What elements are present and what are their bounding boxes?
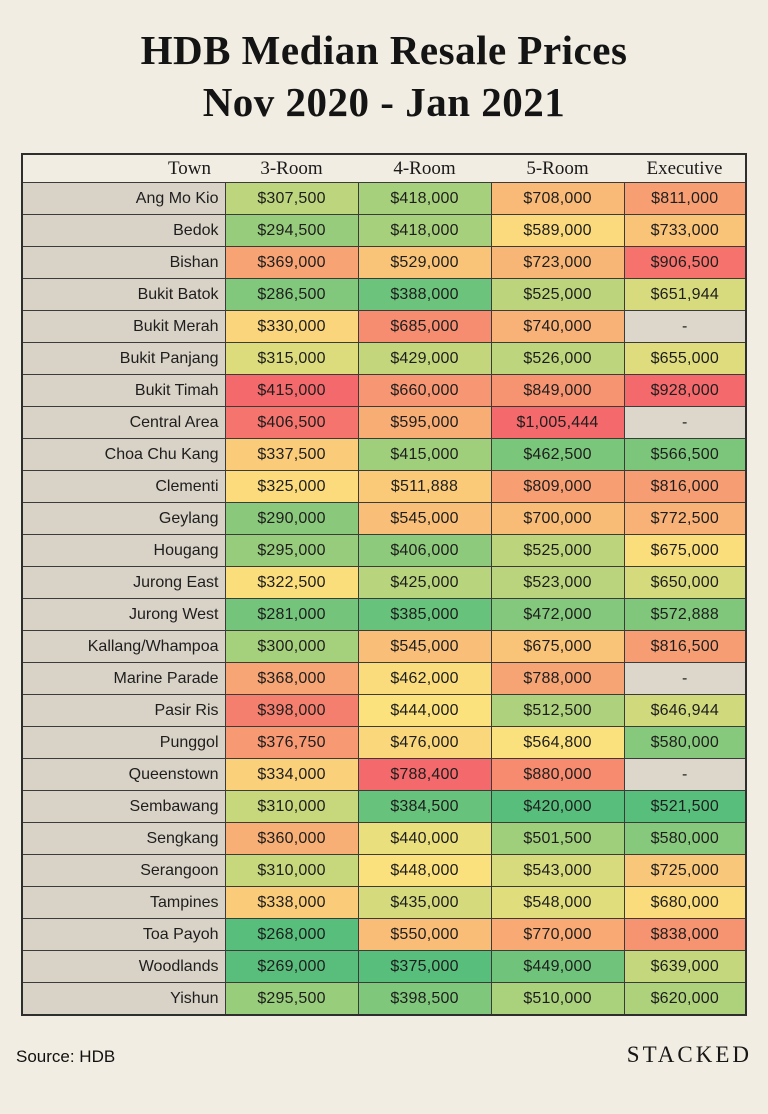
price-cell: $928,000 [624, 375, 746, 407]
table-row [22, 983, 746, 1015]
town-cell: Hougang [22, 535, 225, 567]
column-header-executive: Executive [624, 154, 746, 183]
table-row [22, 311, 746, 343]
price-cell: $788,400 [358, 759, 491, 791]
price-cell: $295,500 [225, 983, 358, 1015]
table-row [22, 951, 746, 983]
town-cell: Ang Mo Kio [22, 183, 225, 215]
price-cell: $444,000 [358, 695, 491, 727]
price-cell: $415,000 [225, 375, 358, 407]
price-cell: $415,000 [358, 439, 491, 471]
table-row [22, 791, 746, 823]
town-cell: Woodlands [22, 951, 225, 983]
price-cell: $620,000 [624, 983, 746, 1015]
town-cell: Bedok [22, 215, 225, 247]
table-row [22, 183, 746, 215]
header-row [22, 154, 746, 183]
price-cell: $1,005,444 [491, 407, 624, 439]
price-cell: $685,000 [358, 311, 491, 343]
town-cell: Toa Payoh [22, 919, 225, 951]
price-cell: $511,888 [358, 471, 491, 503]
price-cell: $435,000 [358, 887, 491, 919]
town-cell: Marine Parade [22, 663, 225, 695]
town-cell: Serangoon [22, 855, 225, 887]
column-header-5-room: 5-Room [491, 154, 624, 183]
price-cell: $462,000 [358, 663, 491, 695]
price-cell: $816,500 [624, 631, 746, 663]
price-cell: $406,000 [358, 535, 491, 567]
table-row [22, 247, 746, 279]
price-cell: $595,000 [358, 407, 491, 439]
town-cell: Bukit Merah [22, 311, 225, 343]
town-cell: Queenstown [22, 759, 225, 791]
price-cell: $360,000 [225, 823, 358, 855]
price-cell: $448,000 [358, 855, 491, 887]
town-cell: Clementi [22, 471, 225, 503]
table-row [22, 439, 746, 471]
price-cell: $545,000 [358, 503, 491, 535]
table-row [22, 599, 746, 631]
footer [16, 1042, 752, 1068]
brand-logo: STACKED [626, 1041, 752, 1067]
price-table [21, 153, 747, 1016]
price-cell: $281,000 [225, 599, 358, 631]
price-cell: $723,000 [491, 247, 624, 279]
price-cell: $375,000 [358, 951, 491, 983]
table-row [22, 887, 746, 919]
price-cell: $376,750 [225, 727, 358, 759]
price-cell: $543,000 [491, 855, 624, 887]
price-cell: $655,000 [624, 343, 746, 375]
price-cell: $325,000 [225, 471, 358, 503]
table-row [22, 535, 746, 567]
price-cell: $700,000 [491, 503, 624, 535]
table-row [22, 471, 746, 503]
price-cell: $334,000 [225, 759, 358, 791]
title-line-1: HDB Median Resale Prices [140, 27, 628, 73]
price-cell: $384,500 [358, 791, 491, 823]
price-cell: $294,500 [225, 215, 358, 247]
title-line-2: Nov 2020 - Jan 2021 [202, 79, 566, 126]
town-cell: Tampines [22, 887, 225, 919]
price-cell: $788,000 [491, 663, 624, 695]
town-cell: Yishun [22, 983, 225, 1015]
table-row [22, 695, 746, 727]
price-cell: $406,500 [225, 407, 358, 439]
price-cell: $388,000 [358, 279, 491, 311]
price-cell: $708,000 [491, 183, 624, 215]
table-row [22, 407, 746, 439]
table-row [22, 567, 746, 599]
town-cell: Bukit Batok [22, 279, 225, 311]
missing-value-cell: - [624, 663, 746, 695]
price-cell: $368,000 [225, 663, 358, 695]
price-cell: $580,000 [624, 727, 746, 759]
price-cell: $838,000 [624, 919, 746, 951]
price-cell: $521,500 [624, 791, 746, 823]
price-cell: $300,000 [225, 631, 358, 663]
table-row [22, 503, 746, 535]
price-cell: $315,000 [225, 343, 358, 375]
price-cell: $476,000 [358, 727, 491, 759]
price-cell: $725,000 [624, 855, 746, 887]
price-cell: $449,000 [491, 951, 624, 983]
price-cell: $330,000 [225, 311, 358, 343]
price-cell: $526,000 [491, 343, 624, 375]
table-body [22, 183, 746, 1015]
price-cell: $398,000 [225, 695, 358, 727]
price-cell: $545,000 [358, 631, 491, 663]
price-cell: $418,000 [358, 183, 491, 215]
price-cell: $525,000 [491, 279, 624, 311]
table-row [22, 663, 746, 695]
price-cell: $675,000 [624, 535, 746, 567]
table-header [22, 154, 746, 183]
column-header-4-room: 4-Room [358, 154, 491, 183]
price-cell: $550,000 [358, 919, 491, 951]
table-row [22, 631, 746, 663]
price-cell: $322,500 [225, 567, 358, 599]
price-cell: $680,000 [624, 887, 746, 919]
price-cell: $310,000 [225, 791, 358, 823]
price-cell: $740,000 [491, 311, 624, 343]
table-row [22, 215, 746, 247]
price-cell: $566,500 [624, 439, 746, 471]
price-cell: $398,500 [358, 983, 491, 1015]
price-cell: $385,000 [358, 599, 491, 631]
missing-value-cell: - [624, 311, 746, 343]
price-cell: $675,000 [491, 631, 624, 663]
price-cell: $369,000 [225, 247, 358, 279]
price-cell: $809,000 [491, 471, 624, 503]
price-cell: $512,500 [491, 695, 624, 727]
column-header-town: Town [22, 154, 225, 183]
table-row [22, 375, 746, 407]
table-row [22, 919, 746, 951]
price-cell: $420,000 [491, 791, 624, 823]
column-header-3-room: 3-Room [225, 154, 358, 183]
price-cell: $733,000 [624, 215, 746, 247]
price-cell: $462,500 [491, 439, 624, 471]
price-cell: $338,000 [225, 887, 358, 919]
table-row [22, 343, 746, 375]
table-row [22, 279, 746, 311]
town-cell: Jurong East [22, 567, 225, 599]
town-cell: Sengkang [22, 823, 225, 855]
price-cell: $440,000 [358, 823, 491, 855]
town-cell: Bukit Timah [22, 375, 225, 407]
town-cell: Jurong West [22, 599, 225, 631]
town-cell: Geylang [22, 503, 225, 535]
town-cell: Central Area [22, 407, 225, 439]
price-cell: $849,000 [491, 375, 624, 407]
price-cell: $337,500 [225, 439, 358, 471]
price-cell: $770,000 [491, 919, 624, 951]
town-cell: Choa Chu Kang [22, 439, 225, 471]
price-cell: $589,000 [491, 215, 624, 247]
table-row [22, 823, 746, 855]
price-cell: $816,000 [624, 471, 746, 503]
price-cell: $564,800 [491, 727, 624, 759]
price-cell: $650,000 [624, 567, 746, 599]
table-row [22, 727, 746, 759]
price-cell: $525,000 [491, 535, 624, 567]
price-cell: $811,000 [624, 183, 746, 215]
price-cell: $290,000 [225, 503, 358, 535]
price-cell: $880,000 [491, 759, 624, 791]
price-cell: $269,000 [225, 951, 358, 983]
table-row [22, 855, 746, 887]
town-cell: Punggol [22, 727, 225, 759]
price-cell: $772,500 [624, 503, 746, 535]
missing-value-cell: - [624, 407, 746, 439]
price-cell: $660,000 [358, 375, 491, 407]
price-cell: $510,000 [491, 983, 624, 1015]
price-cell: $418,000 [358, 215, 491, 247]
price-cell: $268,000 [225, 919, 358, 951]
price-cell: $572,888 [624, 599, 746, 631]
price-cell: $906,500 [624, 247, 746, 279]
price-cell: $651,944 [624, 279, 746, 311]
town-cell: Bukit Panjang [22, 343, 225, 375]
price-cell: $295,000 [225, 535, 358, 567]
price-cell: $472,000 [491, 599, 624, 631]
town-cell: Kallang/Whampoa [22, 631, 225, 663]
price-cell: $580,000 [624, 823, 746, 855]
price-cell: $501,500 [491, 823, 624, 855]
price-cell: $523,000 [491, 567, 624, 599]
price-cell: $429,000 [358, 343, 491, 375]
price-cell: $425,000 [358, 567, 491, 599]
town-cell: Sembawang [22, 791, 225, 823]
town-cell: Bishan [22, 247, 225, 279]
price-cell: $646,944 [624, 695, 746, 727]
town-cell: Pasir Ris [22, 695, 225, 727]
price-cell: $310,000 [225, 855, 358, 887]
table-row [22, 759, 746, 791]
price-cell: $639,000 [624, 951, 746, 983]
price-cell: $548,000 [491, 887, 624, 919]
price-cell: $307,500 [225, 183, 358, 215]
missing-value-cell: - [624, 759, 746, 791]
page-title [0, 24, 768, 129]
price-cell: $529,000 [358, 247, 491, 279]
price-cell: $286,500 [225, 279, 358, 311]
source-label: Source: HDB [16, 1046, 116, 1066]
